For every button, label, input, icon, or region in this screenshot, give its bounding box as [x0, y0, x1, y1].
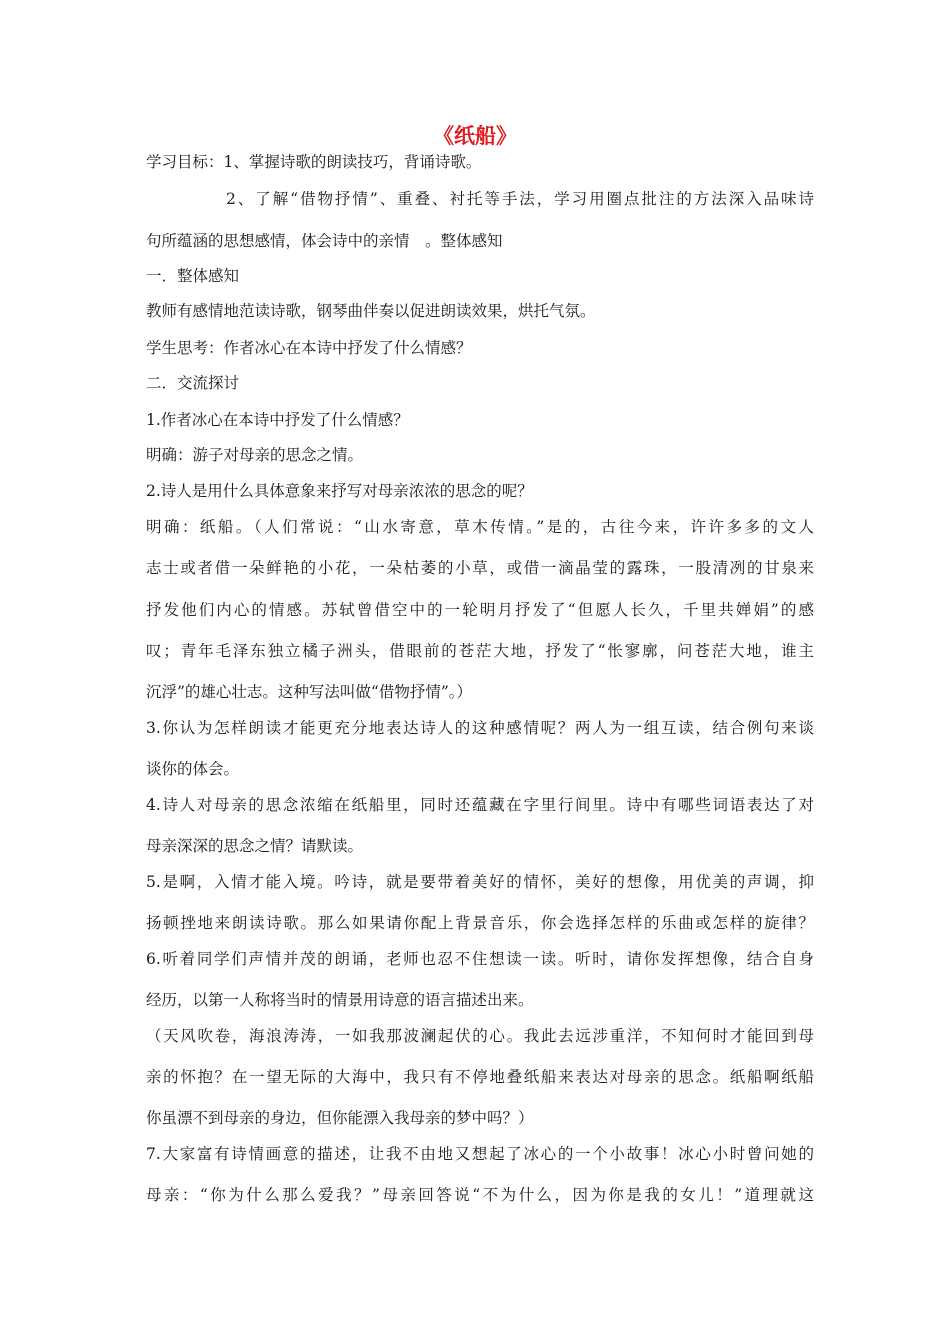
- section-heading: 二．交流探讨: [146, 374, 240, 392]
- document-title: 《纸船》: [433, 124, 517, 148]
- question-line: 2.诗人是用什么具体意象来抒写对母亲浓浓的思念的呢？: [146, 482, 533, 500]
- text-line: 你虽漂不到母亲的身边，但你能漂入我母亲的梦中吗？）: [146, 1109, 534, 1127]
- text-line: 2、了解“借物抒情”、重叠、衬托等手法，学习用圈点批注的方法深入品味诗: [226, 190, 814, 208]
- text-line: 沉浮”的雄心壮志。这种写法叫做“借物抒情”。）: [146, 683, 473, 701]
- text-line: 扬顿挫地来朗读诗歌。那么如果请你配上背景音乐，你会选择怎样的乐曲或怎样的旋律？: [146, 914, 814, 932]
- text-line: 学生思考：作者冰心在本诗中抒发了什么情感？: [146, 339, 472, 357]
- text-line: （天风吹卷，海浪涛涛，一如我那波澜起伏的心。我此去远涉重洋，不知何时才能回到母: [146, 1027, 814, 1045]
- text-line: 句所蕴涵的思想感情，体会诗中的亲情 。整体感知: [146, 232, 503, 250]
- text-line: 经历，以第一人称将当时的情景用诗意的语言描述出来。: [146, 991, 534, 1009]
- text-line: 母亲深深的思念之情？请默读。: [146, 837, 364, 855]
- question-line: 1.作者冰心在本诗中抒发了什么情感？: [146, 411, 409, 429]
- question-line: 4.诗人对母亲的思念浓缩在纸船里，同时还蕴藏在字里行间里。诗中有哪些词语表达了对: [146, 796, 814, 814]
- text-line: 抒发他们内心的情感。苏轼曾借空中的一轮明月抒发了“但愿人长久，千里共婵娟”的感: [146, 601, 814, 619]
- text-line: 志士或者借一朵鲜艳的小花，一朵枯萎的小草，或借一滴晶莹的露珠，一股清冽的甘泉来: [146, 559, 814, 577]
- section-heading: 一．整体感知: [146, 267, 240, 285]
- question-line: 3.你认为怎样朗读才能更充分地表达诗人的这种感情呢？两人为一组互读，结合例句来谈: [146, 719, 814, 737]
- text-line: 学习目标：1、掌握诗歌的朗读技巧，背诵诗歌。: [146, 153, 482, 171]
- text-line: 母亲：“你为什么那么爱我？”母亲回答说“不为什么，因为你是我的女儿！”道理就这: [146, 1186, 814, 1204]
- question-line: 6.听着同学们声情并茂的朗诵，老师也忍不住想读一读。听时，请你发挥想像，结合自身: [146, 950, 814, 968]
- text-line: 亲的怀抱？在一望无际的大海中，我只有不停地叠纸船来表达对母亲的思念。纸船啊纸船: [146, 1068, 814, 1086]
- answer-line: 明确：游子对母亲的思念之情。: [146, 446, 364, 464]
- text-line: 谈你的体会。: [146, 760, 240, 778]
- question-line: 7.大家富有诗情画意的描述，让我不由地又想起了冰心的一个小故事！冰心小时曾问她的: [146, 1145, 814, 1163]
- text-line: 叹；青年毛泽东独立橘子洲头，借眼前的苍茫大地，抒发了“怅寥廓，问苍茫大地，谁主: [146, 642, 814, 660]
- answer-line: 明确：纸船。（人们常说：“山水寄意，草木传情。”是的，古往今来，许许多多的文人: [146, 518, 814, 536]
- question-line: 5.是啊，入情才能入境。吟诗，就是要带着美好的情怀，美好的想像，用优美的声调，抑: [146, 873, 814, 891]
- text-line: 教师有感情地范读诗歌，钢琴曲伴奏以促进朗读效果，烘托气氛。: [146, 302, 596, 320]
